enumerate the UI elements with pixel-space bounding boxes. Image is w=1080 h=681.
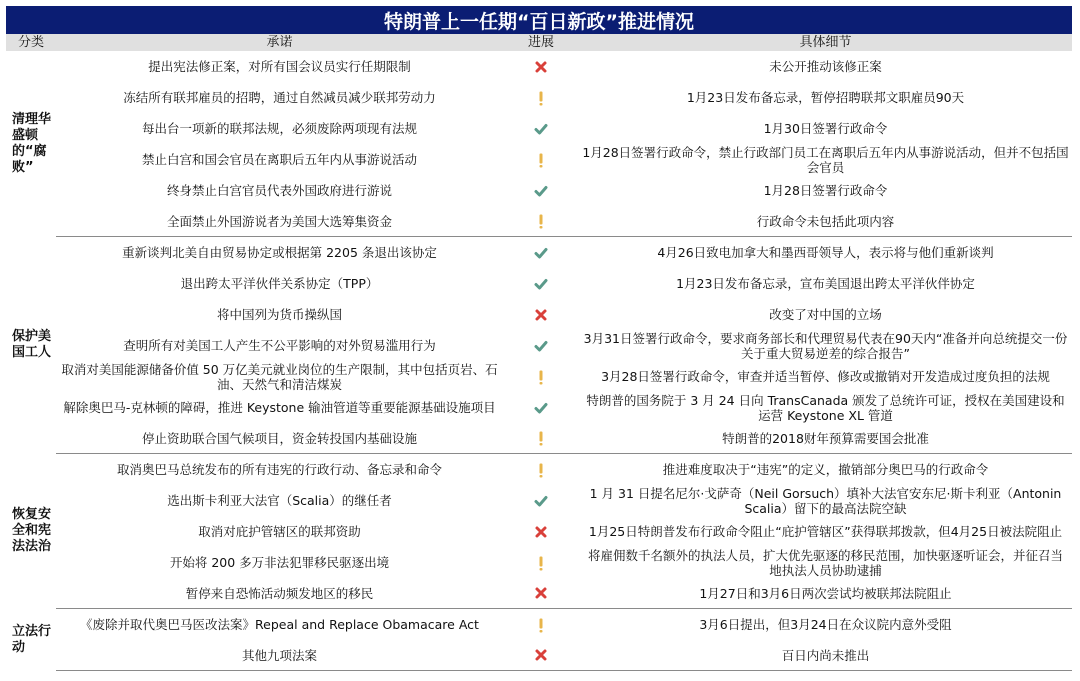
table-row [6,175,1072,206]
progress-cell [503,392,579,423]
detail-cell: 1月23日发布备忘录，暂停招聘联邦文职雇员90天 [686,90,965,105]
promise-cell: 其他九项法案 [56,640,503,671]
progress-table [6,34,1072,671]
table-row [6,392,1072,423]
progress-cell [503,51,579,82]
exclamation-icon [533,617,549,633]
promise-cell: 将中国列为货币操纵国 [216,307,342,322]
category-cell: 立法行动 [12,623,52,655]
detail-cell: 行政命令未包括此项内容 [579,206,1072,237]
table-row [6,330,1072,361]
cross-icon [533,585,549,601]
promise-cell: 每出台一项新的联邦法规，必须废除两项现有法规 [141,121,417,136]
header-detail: 具体细节 [579,34,1072,51]
header-row [6,34,1072,51]
exclamation-icon [533,152,549,168]
progress-cell [503,175,579,206]
table-row [6,206,1072,237]
detail-cell: 3月31日签署行政命令，要求商务部长和代理贸易代表在90天内“准备并向总统提交一份关于重大贸易逆差的综合报告” [583,330,1068,361]
category-cell: 恢复安全和宪法法治 [12,507,52,554]
progress-cell [503,454,579,486]
cross-icon [533,59,549,75]
table-row [6,113,1072,144]
check-icon [533,400,549,416]
progress-cell [503,330,579,361]
table-row [6,640,1072,671]
table-row [6,144,1072,175]
table-row [6,299,1072,330]
progress-cell [503,268,579,299]
promise-cell: 禁止白宫和国会官员在离职后五年内从事游说活动 [141,152,417,167]
promise-cell: 取消对美国能源储备价值 50 万亿美元就业岗位的生产限制，其中包括页岩、石油、天然气和清洁煤炭 [61,361,498,392]
table-row [6,268,1072,299]
table-body [6,51,1072,671]
cross-icon [533,307,549,323]
table-row [6,516,1072,547]
detail-cell: 3月6日提出，但3月24日在众议院内意外受阻 [699,617,952,632]
table-row [6,361,1072,392]
progress-cell [503,237,579,269]
detail-cell: 特朗普的国务院于 3 月 24 日向 TransCanada 颁发了总统许可证，授权在美国建设和运营 Keystone XL 管道 [586,392,1065,423]
promise-cell: 开始将 200 多万非法犯罪移民驱逐出境 [169,555,390,570]
category-cell: 清理华盛顿的“腐败” [12,111,52,175]
table-row [6,609,1072,641]
table-row [6,237,1072,269]
detail-cell: 百日内尚未推出 [579,640,1072,671]
detail-cell: 1月25日特朗普发布行政命令阻止“庇护管辖区”获得联邦拨款，但4月25日被法院阻止 [588,524,1063,539]
check-icon [533,245,549,261]
exclamation-icon [533,555,549,571]
progress-cell [503,206,579,237]
table-row [6,547,1072,578]
detail-cell: 改变了对中国的立场 [769,307,882,322]
promise-cell: 查明所有对美国工人产生不公平影响的对外贸易滥用行为 [123,338,436,353]
table-row [6,454,1072,486]
detail-cell: 1月28日签署行政命令，禁止行政部门员工在离职后五年内从事游说活动，但并不包括国会官员 [582,144,1069,175]
detail-cell: 未公开推动该修正案 [769,59,882,74]
header-progress: 进展 [503,34,579,51]
detail-cell: 1月30日签署行政命令 [763,121,888,136]
detail-cell: 1月27日和3月6日两次尝试均被联邦法院阻止 [579,578,1072,609]
progress-cell [503,640,579,671]
detail-cell: 3月28日签署行政命令，审查并适当暂停、修改或撤销对开发造成过度负担的法规 [601,369,1050,384]
exclamation-icon [533,369,549,385]
promise-cell: 取消对庇护管辖区的联邦资助 [198,524,361,539]
check-icon [533,121,549,137]
detail-cell: 1月23日发布备忘录，宣布美国退出跨太平洋伙伴协定 [676,276,975,291]
progress-cell [503,423,579,454]
header-promise: 承诺 [56,34,503,51]
check-icon [533,338,549,354]
progress-cell [503,516,579,547]
category-cell: 保护美国工人 [12,329,52,360]
cross-icon [533,524,549,540]
table-row [6,51,1072,82]
promise-cell: 终身禁止白宫官员代表外国政府进行游说 [166,183,392,198]
progress-cell [503,361,579,392]
promise-cell: 冻结所有联邦雇员的招聘，通过自然减员减少联邦劳动力 [123,90,436,105]
table-row [6,82,1072,113]
exclamation-icon [533,462,549,478]
promise-cell: 选出斯卡利亚大法官（Scalia）的继任者 [167,493,392,508]
detail-cell: 将雇佣数千名额外的执法人员，扩大优先驱逐的移民范围，加快驱逐听证会，并征召当地执法人员协助逮捕 [587,547,1063,578]
check-icon [533,493,549,509]
detail-cell: 推进难度取决于“违宪”的定义，撤销部分奥巴马的行政命令 [662,462,989,477]
promise-cell: 提出宪法修正案，对所有国会议员实行任期限制 [148,59,411,74]
promise-cell: 解除奥巴马-克林顿的障碍，推进 Keystone 输油管道等重要能源基础设施项目 [63,400,496,415]
cross-icon [533,647,549,663]
detail-cell: 特朗普的2018财年预算需要国会批准 [579,423,1072,454]
table-row [6,485,1072,516]
table-row [6,423,1072,454]
header-category: 分类 [6,34,56,51]
promise-cell: 《废除并取代奥巴马医改法案》Repeal and Replace Obamacare Act [80,617,479,632]
promise-cell: 退出跨太平洋伙伴关系协定（TPP） [180,276,379,291]
check-icon [533,183,549,199]
table-title: 特朗普上一任期“百日新政”推进情况 [6,6,1072,34]
exclamation-icon [533,213,549,229]
progress-cell [503,485,579,516]
progress-cell [503,82,579,113]
promise-cell: 暂停来自恐怖活动频发地区的移民 [56,578,503,609]
promise-cell: 取消奥巴马总统发布的所有违宪的行政行动、备忘录和命令 [116,462,442,477]
progress-cell [503,113,579,144]
progress-cell [503,609,579,641]
check-icon [533,276,549,292]
progress-cell [503,299,579,330]
progress-cell [503,578,579,609]
detail-cell: 1月28日签署行政命令 [763,183,888,198]
exclamation-icon [533,90,549,106]
detail-cell: 1 月 31 日提名尼尔·戈萨奇（Neil Gorsuch）填补大法官安东尼·斯卡利亚（Antonin Scalia）留下的最高法院空缺 [589,485,1062,516]
progress-cell [503,144,579,175]
progress-cell [503,547,579,578]
detail-cell: 4月26日致电加拿大和墨西哥领导人，表示将与他们重新谈判 [657,245,994,260]
promise-cell: 重新谈判北美自由贸易协定或根据第 2205 条退出该协定 [122,245,437,260]
table-row [6,578,1072,609]
exclamation-icon [533,430,549,446]
promise-cell: 全面禁止外国游说者为美国大选筹集资金 [56,206,503,237]
promise-cell: 停止资助联合国气候项目，资金转投国内基础设施 [56,423,503,454]
